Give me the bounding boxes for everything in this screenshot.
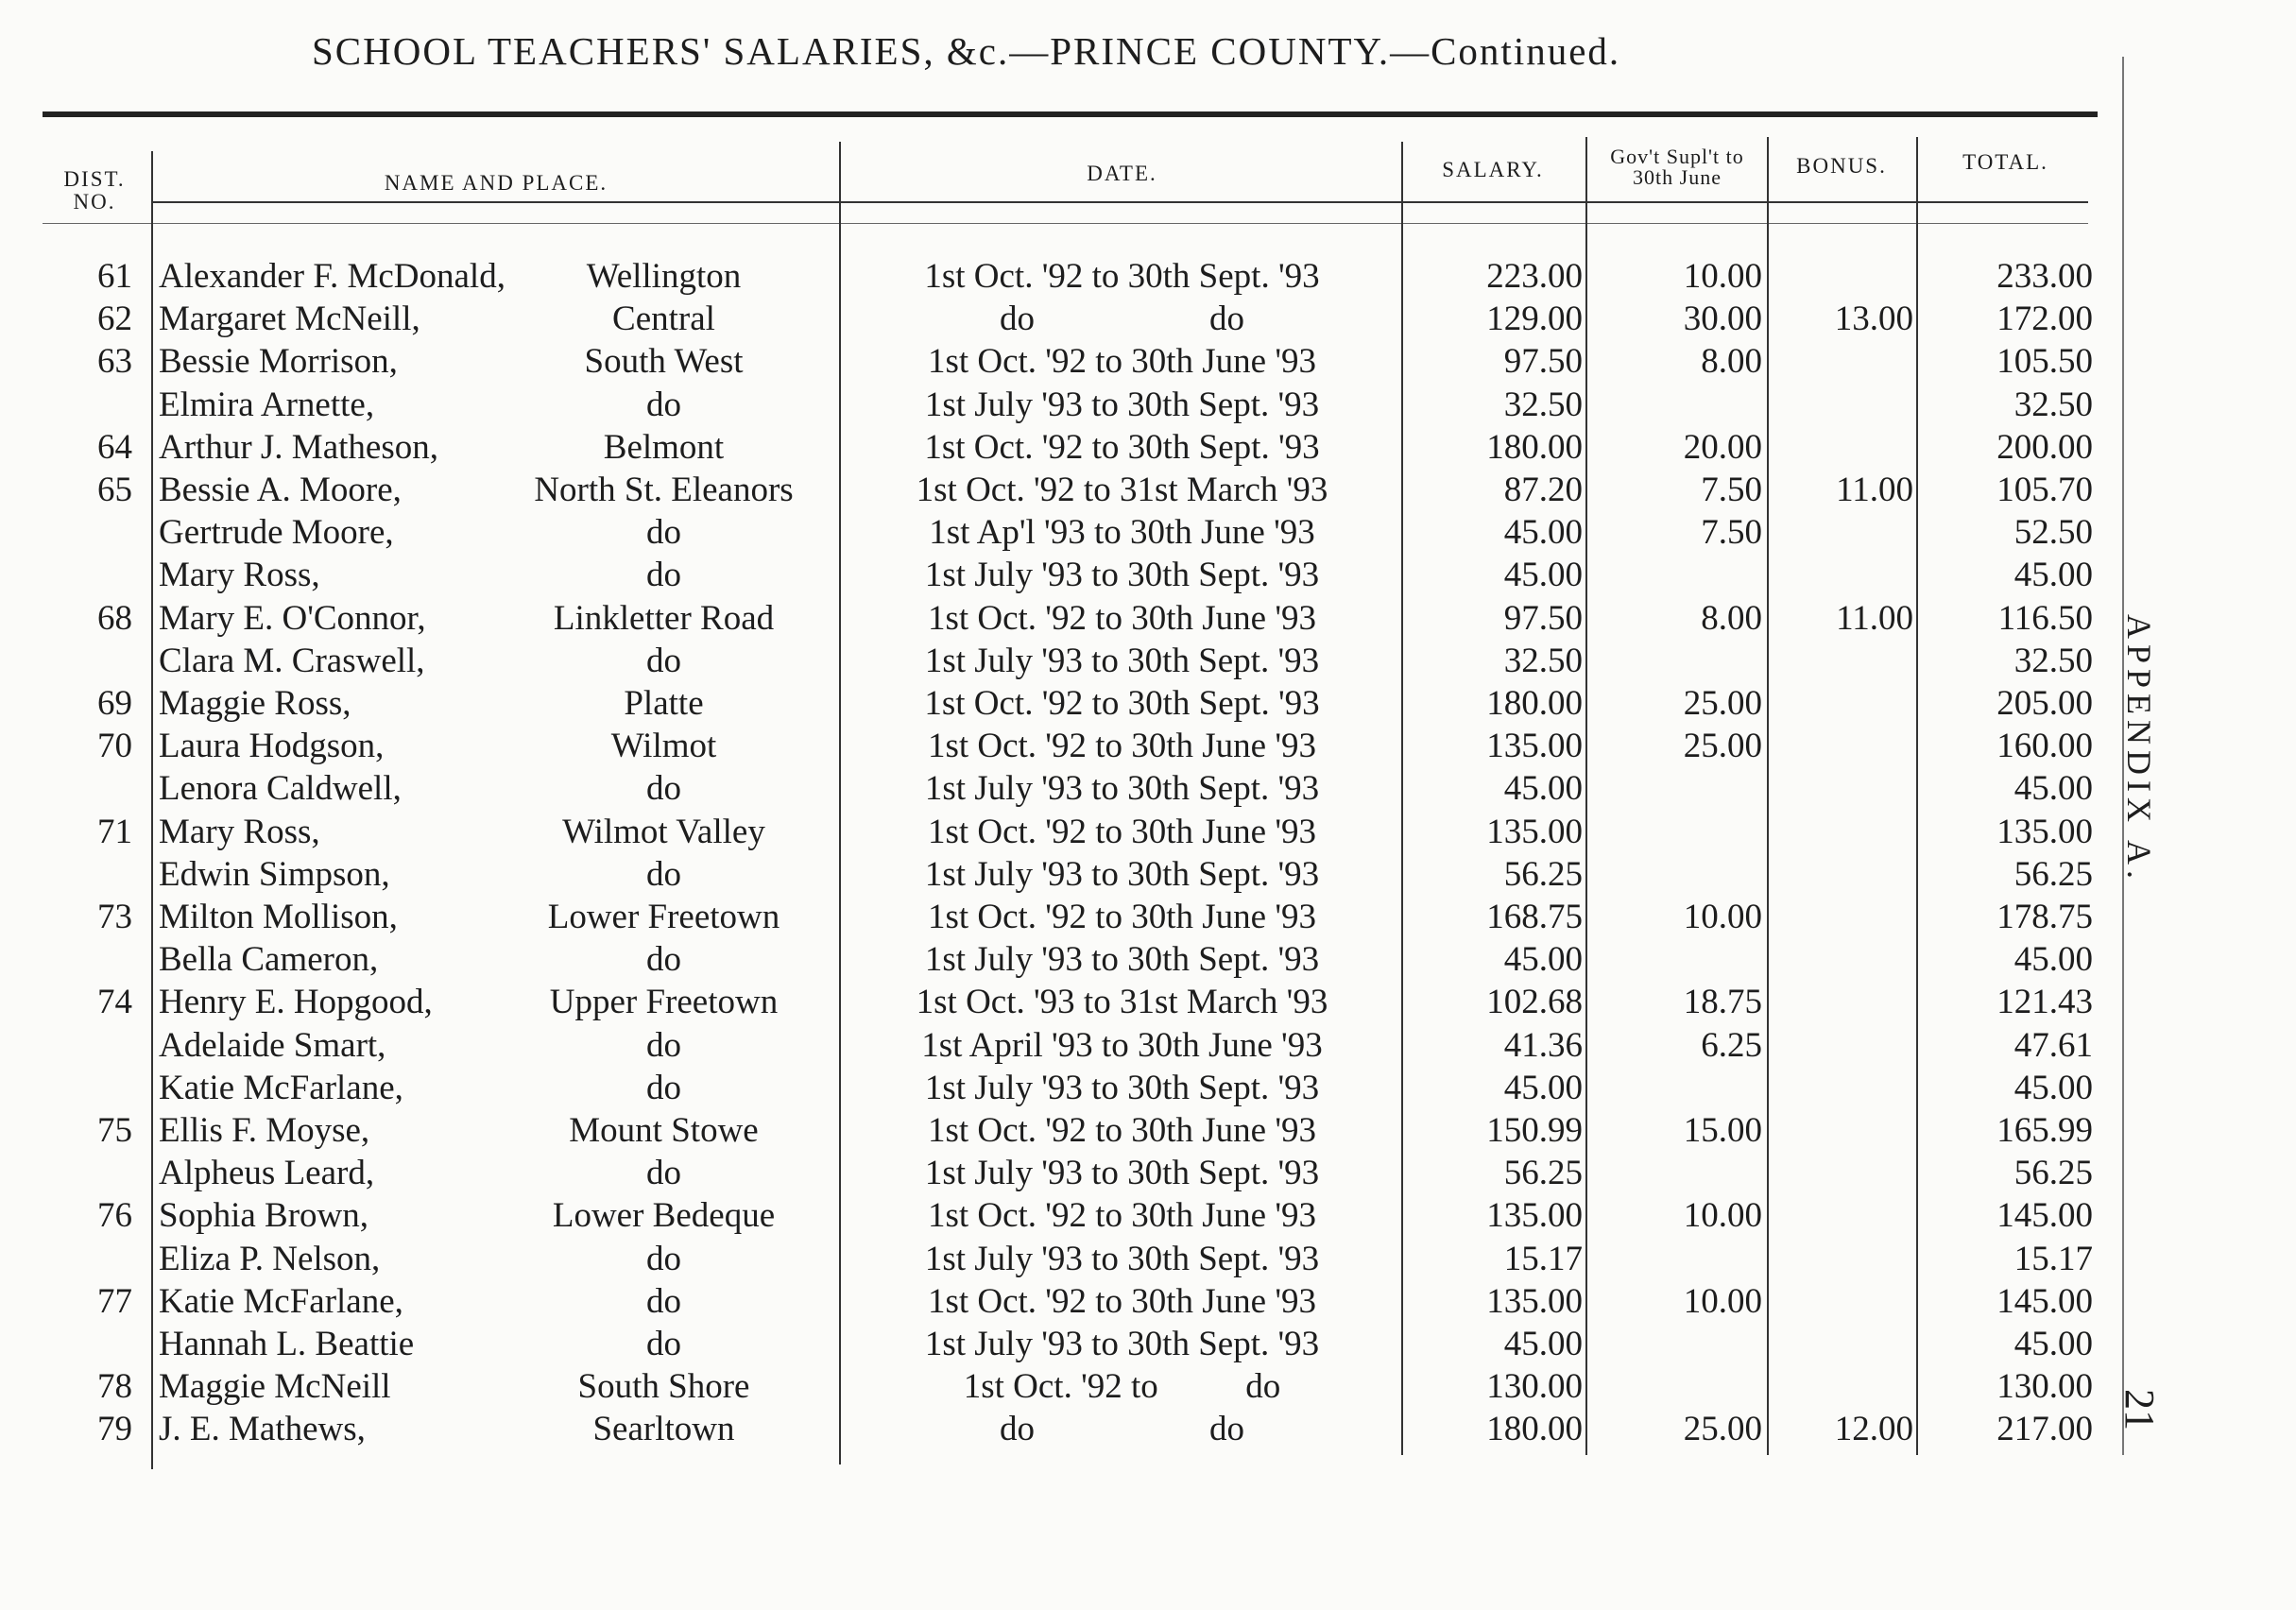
cell-salary: 135.00 <box>1486 1196 1583 1236</box>
cell-date: 1st July '93 to 30th Sept. '93 <box>924 1239 1320 1278</box>
table-row <box>0 1323 2296 1365</box>
cell-total: 145.00 <box>1996 1281 2093 1321</box>
cell-gov: 20.00 <box>1683 427 1762 467</box>
cell-place: do <box>646 1239 681 1278</box>
cell-salary: 56.25 <box>1503 1154 1583 1193</box>
cell-place: South West <box>584 342 744 382</box>
cell-place: do <box>646 854 681 894</box>
cell-gov: 8.00 <box>1701 598 1762 638</box>
cell-gov: 25.00 <box>1683 727 1762 766</box>
table-row <box>0 1024 2296 1067</box>
cell-name: Hannah L. Beattie <box>159 1325 415 1363</box>
cell-name: Sophia Brown, <box>159 1196 368 1236</box>
table-row <box>0 255 2296 298</box>
cell-total: 160.00 <box>1996 727 2093 766</box>
cell-name: Lenora Caldwell, <box>159 769 402 809</box>
cell-place: Upper Freetown <box>549 983 779 1022</box>
cell-name: Milton Mollison, <box>159 898 398 936</box>
table-row <box>0 1238 2296 1280</box>
table-row <box>0 896 2296 938</box>
header-dist: DIST. NO. <box>63 167 126 214</box>
cell-dist: 64 <box>97 427 132 467</box>
table-row <box>0 1194 2296 1237</box>
cell-name: Arthur J. Matheson, <box>159 427 438 467</box>
cell-salary: 129.00 <box>1486 300 1583 339</box>
cell-name: Mary Ross, <box>159 812 320 851</box>
cell-total: 15.17 <box>2013 1239 2093 1278</box>
header-gov-suplt: Gov't Supl't to 30th June <box>1610 145 1744 189</box>
cell-place: Wilmot Valley <box>562 812 765 851</box>
cell-total: 105.70 <box>1996 471 2093 509</box>
cell-dist: 77 <box>97 1281 132 1321</box>
cell-total: 32.50 <box>2013 641 2093 680</box>
cell-name: Alpheus Leard, <box>159 1154 375 1193</box>
cell-salary: 168.75 <box>1486 898 1583 936</box>
cell-bonus: 13.00 <box>1834 300 1913 339</box>
table-row <box>0 1365 2296 1408</box>
cell-salary: 180.00 <box>1486 684 1583 723</box>
cell-date: 1st Oct. '92 to 30th Sept. '93 <box>924 427 1320 467</box>
cell-salary: 102.68 <box>1486 983 1583 1022</box>
cell-place: do <box>646 769 681 809</box>
cell-total: 116.50 <box>1997 598 2093 638</box>
cell-dist: 78 <box>97 1367 132 1407</box>
cell-gov: 10.00 <box>1683 898 1762 936</box>
table-row <box>0 1067 2296 1109</box>
cell-date: 1st Oct. '92 to 30th June '93 <box>927 342 1317 382</box>
cell-gov: 30.00 <box>1683 300 1762 339</box>
cell-salary: 223.00 <box>1486 257 1583 296</box>
cell-salary: 45.00 <box>1503 769 1583 809</box>
cell-total: 45.00 <box>2013 556 2093 595</box>
cell-place: North St. Eleanors <box>534 471 794 509</box>
cell-name: Mary E. O'Connor, <box>159 598 426 638</box>
cell-name: Elmira Arnette, <box>159 385 375 424</box>
cell-total: 45.00 <box>2013 769 2093 809</box>
header-bottom-rule <box>151 201 2088 203</box>
cell-total: 217.00 <box>1996 1410 2093 1449</box>
cell-salary: 180.00 <box>1486 1410 1583 1449</box>
table-row <box>0 426 2296 469</box>
cell-place: do <box>646 556 681 595</box>
cell-name: Bessie A. Moore, <box>159 471 402 509</box>
cell-salary: 32.50 <box>1503 641 1583 680</box>
cell-place: do <box>646 1068 681 1107</box>
cell-total: 172.00 <box>1996 300 2093 339</box>
cell-name: Ellis F. Moyse, <box>159 1111 370 1150</box>
table-row <box>0 811 2296 853</box>
cell-place: do <box>646 641 681 680</box>
cell-place: Lower Bedeque <box>552 1196 776 1236</box>
cell-salary: 45.00 <box>1503 556 1583 595</box>
page-title: SCHOOL TEACHERS' SALARIES, &c.—PRINCE COUNTY.—Continued. <box>312 29 1621 73</box>
cell-date: 1st Oct. '92 to 30th Sept. '93 <box>924 684 1320 723</box>
cell-salary: 45.00 <box>1503 1325 1583 1363</box>
cell-salary: 45.00 <box>1503 1068 1583 1107</box>
header-name-place: NAME AND PLACE. <box>384 171 608 195</box>
cell-salary: 32.50 <box>1503 385 1583 424</box>
cell-date: 1st July '93 to 30th Sept. '93 <box>924 1325 1320 1363</box>
cell-date: 1st Oct. '92 to 30th June '93 <box>927 727 1317 766</box>
cell-date: 1st Oct. '93 to 31st March '93 <box>916 983 1328 1022</box>
cell-name: Alexander F. McDonald, <box>159 257 505 296</box>
cell-total: 130.00 <box>1996 1367 2093 1407</box>
cell-gov: 10.00 <box>1683 257 1762 296</box>
table-row <box>0 469 2296 511</box>
cell-salary: 130.00 <box>1486 1367 1583 1407</box>
cell-gov: 10.00 <box>1683 1281 1762 1321</box>
table-row <box>0 554 2296 596</box>
cell-gov: 10.00 <box>1683 1196 1762 1236</box>
cell-place: Linkletter Road <box>553 598 775 638</box>
cell-place: South Shore <box>577 1367 750 1407</box>
cell-date: 1st Oct. '92 to 30th June '93 <box>927 598 1317 638</box>
cell-date: 1st July '93 to 30th Sept. '93 <box>924 556 1320 595</box>
cell-place: do <box>646 513 681 553</box>
cell-salary: 45.00 <box>1503 513 1583 553</box>
cell-dist: 76 <box>97 1196 132 1236</box>
table-row <box>0 1152 2296 1194</box>
cell-name: Adelaide Smart, <box>159 1025 386 1065</box>
cell-date: 1st April '93 to 30th June '93 <box>921 1025 1323 1065</box>
header-salary: SALARY. <box>1442 158 1544 181</box>
page-number: 21 <box>2116 1389 2163 1430</box>
cell-date: 1st Ap'l '93 to 30th June '93 <box>929 513 1315 553</box>
cell-total: 56.25 <box>2013 854 2093 894</box>
header-double-rule <box>43 111 2098 117</box>
cell-place: do <box>646 1281 681 1321</box>
table-row <box>0 298 2296 340</box>
cell-dist: 65 <box>97 471 132 509</box>
cell-date: do do <box>1000 300 1244 339</box>
cell-dist: 74 <box>97 983 132 1022</box>
cell-date: 1st Oct. '92 to 31st March '93 <box>916 471 1328 509</box>
cell-date: 1st Oct. '92 to 30th June '93 <box>927 1196 1317 1236</box>
cell-date: 1st July '93 to 30th Sept. '93 <box>924 940 1320 980</box>
header-bottom-rule-thin <box>43 223 2088 224</box>
cell-name: Katie McFarlane, <box>159 1281 403 1321</box>
cell-date: 1st Oct. '92 to 30th June '93 <box>927 812 1317 851</box>
cell-name: Maggie McNeill <box>159 1367 391 1407</box>
cell-date: 1st Oct. '92 to 30th June '93 <box>927 1111 1317 1150</box>
cell-gov: 18.75 <box>1683 983 1762 1022</box>
cell-name: Gertrude Moore, <box>159 513 394 553</box>
cell-total: 45.00 <box>2013 1068 2093 1107</box>
cell-salary: 135.00 <box>1486 1281 1583 1321</box>
table-row <box>0 1408 2296 1450</box>
cell-gov: 25.00 <box>1683 684 1762 723</box>
cell-place: Lower Freetown <box>547 898 780 936</box>
table-row <box>0 682 2296 725</box>
cell-total: 45.00 <box>2013 1325 2093 1363</box>
cell-place: Central <box>612 300 715 339</box>
cell-date: 1st July '93 to 30th Sept. '93 <box>924 769 1320 809</box>
cell-name: Edwin Simpson, <box>159 854 390 894</box>
cell-salary: 97.50 <box>1503 342 1583 382</box>
header-total: TOTAL. <box>1962 150 2048 174</box>
cell-dist: 73 <box>97 898 132 936</box>
cell-bonus: 11.00 <box>1836 471 1913 509</box>
cell-salary: 135.00 <box>1486 727 1583 766</box>
cell-total: 233.00 <box>1996 257 2093 296</box>
cell-date: 1st July '93 to 30th Sept. '93 <box>924 385 1320 424</box>
cell-total: 45.00 <box>2013 940 2093 980</box>
cell-salary: 41.36 <box>1503 1025 1583 1065</box>
table-row <box>0 725 2296 767</box>
cell-dist: 69 <box>97 684 132 723</box>
cell-name: Katie McFarlane, <box>159 1068 403 1107</box>
side-label-appendix: APPENDIX A. <box>2120 614 2158 885</box>
cell-bonus: 12.00 <box>1834 1410 1913 1449</box>
cell-name: Maggie Ross, <box>159 684 351 723</box>
cell-date: 1st Oct. '92 to do <box>963 1367 1281 1407</box>
cell-place: do <box>646 1154 681 1193</box>
cell-dist: 63 <box>97 342 132 382</box>
cell-date: do do <box>1000 1410 1244 1449</box>
cell-salary: 180.00 <box>1486 427 1583 467</box>
cell-place: Platte <box>624 684 704 723</box>
cell-salary: 97.50 <box>1503 598 1583 638</box>
cell-total: 135.00 <box>1996 812 2093 851</box>
cell-gov: 8.00 <box>1701 342 1762 382</box>
cell-name: Margaret McNeill, <box>159 300 420 339</box>
table-row <box>0 938 2296 981</box>
cell-name: Bella Cameron, <box>159 940 379 980</box>
cell-dist: 62 <box>97 300 132 339</box>
table-row <box>0 597 2296 640</box>
table-row <box>0 340 2296 383</box>
cell-total: 56.25 <box>2013 1154 2093 1193</box>
table-row <box>0 640 2296 682</box>
cell-total: 145.00 <box>1996 1196 2093 1236</box>
cell-name: J. E. Mathews, <box>159 1410 366 1449</box>
cell-total: 205.00 <box>1996 684 2093 723</box>
cell-name: Mary Ross, <box>159 556 320 595</box>
cell-total: 47.61 <box>2013 1025 2093 1065</box>
cell-place: do <box>646 385 681 424</box>
cell-date: 1st July '93 to 30th Sept. '93 <box>924 1154 1320 1193</box>
cell-name: Eliza P. Nelson, <box>159 1239 381 1278</box>
cell-name: Henry E. Hopgood, <box>159 983 433 1022</box>
cell-place: do <box>646 1325 681 1363</box>
cell-dist: 79 <box>97 1410 132 1449</box>
cell-place: Belmont <box>603 427 725 467</box>
cell-place: Wellington <box>586 257 742 296</box>
cell-date: 1st July '93 to 30th Sept. '93 <box>924 1068 1320 1107</box>
cell-salary: 87.20 <box>1503 471 1583 509</box>
cell-total: 165.99 <box>1996 1111 2093 1150</box>
table-row <box>0 511 2296 554</box>
cell-gov: 6.25 <box>1701 1025 1762 1065</box>
cell-total: 32.50 <box>2013 385 2093 424</box>
cell-gov: 15.00 <box>1683 1111 1762 1150</box>
cell-name: Clara M. Craswell, <box>159 641 425 680</box>
table-row <box>0 1109 2296 1152</box>
cell-salary: 150.99 <box>1486 1111 1583 1150</box>
cell-date: 1st Oct. '92 to 30th Sept. '93 <box>924 257 1320 296</box>
table-row <box>0 384 2296 426</box>
cell-dist: 68 <box>97 598 132 638</box>
cell-dist: 70 <box>97 727 132 766</box>
cell-salary: 56.25 <box>1503 854 1583 894</box>
cell-date: 1st July '93 to 30th Sept. '93 <box>924 854 1320 894</box>
cell-total: 121.43 <box>1996 983 2093 1022</box>
cell-total: 178.75 <box>1996 898 2093 936</box>
table-row <box>0 981 2296 1023</box>
cell-date: 1st Oct. '92 to 30th June '93 <box>927 1281 1317 1321</box>
cell-total: 52.50 <box>2013 513 2093 553</box>
cell-dist: 75 <box>97 1111 132 1150</box>
cell-total: 200.00 <box>1996 427 2093 467</box>
cell-date: 1st Oct. '92 to 30th June '93 <box>927 898 1317 936</box>
cell-place: Searltown <box>592 1410 735 1449</box>
cell-date: 1st July '93 to 30th Sept. '93 <box>924 641 1320 680</box>
cell-salary: 135.00 <box>1486 812 1583 851</box>
cell-dist: 71 <box>97 812 132 851</box>
table-row <box>0 767 2296 810</box>
cell-salary: 15.17 <box>1503 1239 1583 1278</box>
table-row <box>0 853 2296 896</box>
cell-gov: 25.00 <box>1683 1410 1762 1449</box>
cell-place: do <box>646 940 681 980</box>
cell-place: do <box>646 1025 681 1065</box>
header-date: DATE. <box>1087 162 1157 185</box>
cell-salary: 45.00 <box>1503 940 1583 980</box>
cell-bonus: 11.00 <box>1836 598 1913 638</box>
cell-name: Bessie Morrison, <box>159 342 398 382</box>
header-bonus: BONUS. <box>1796 154 1887 178</box>
cell-gov: 7.50 <box>1701 471 1762 509</box>
cell-dist: 61 <box>97 257 132 296</box>
cell-place: Mount Stowe <box>569 1111 759 1150</box>
cell-name: Laura Hodgson, <box>159 727 385 766</box>
table-row <box>0 1280 2296 1323</box>
cell-total: 105.50 <box>1996 342 2093 382</box>
cell-gov: 7.50 <box>1701 513 1762 553</box>
cell-place: Wilmot <box>610 727 717 766</box>
